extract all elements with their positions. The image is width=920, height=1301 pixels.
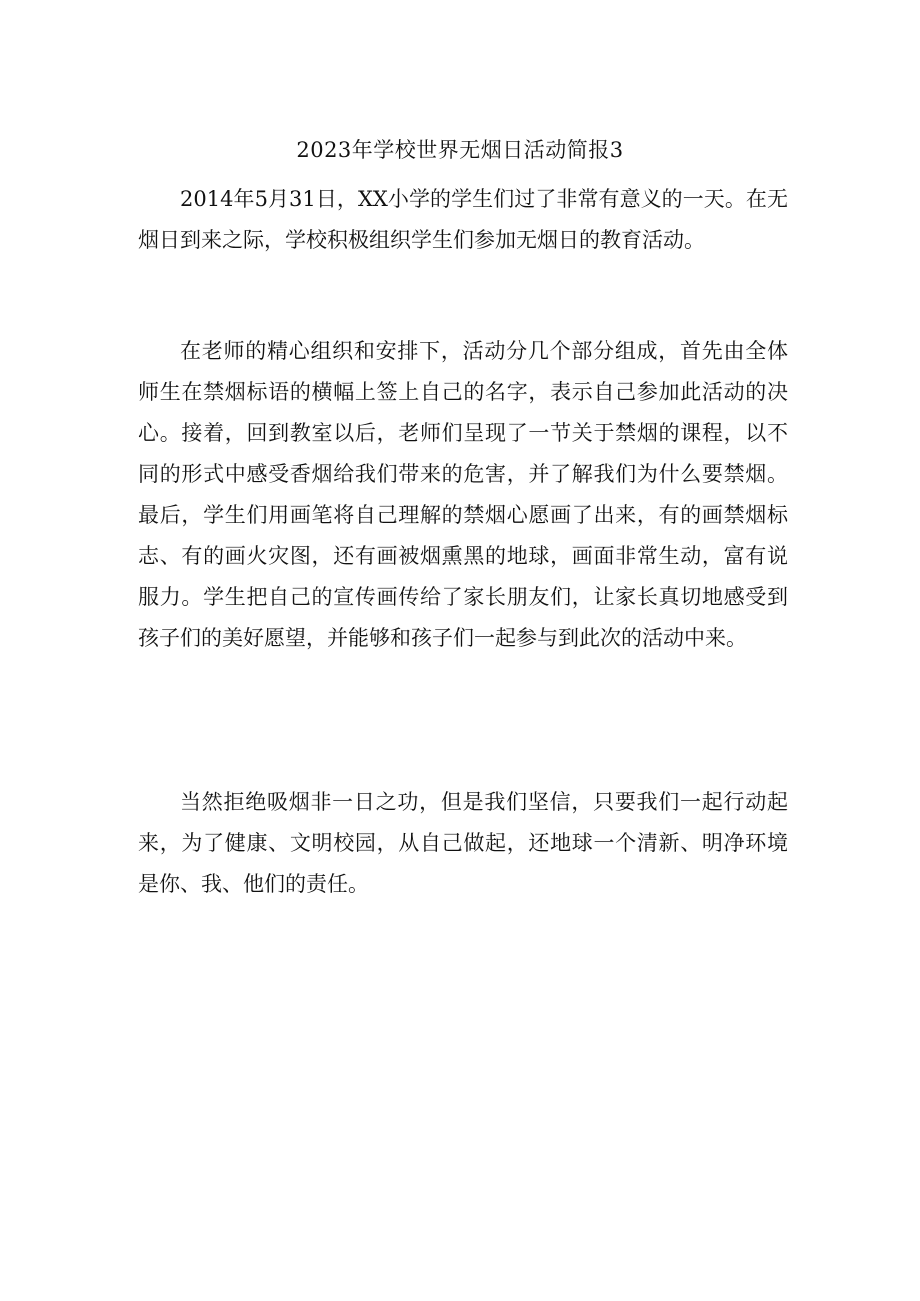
document-title: 2023年学校世界无烟日活动简报3 <box>296 138 624 162</box>
paragraph-1: 2014年5月31日，XX小学的学生们过了非常有意义的一天。在无烟日到来之际，学校积极组织学生们参加无烟日的教育活动。 <box>138 187 788 252</box>
paragraph-3: 当然拒绝吸烟非一日之功，但是我们坚信，只要我们一起行动起来，为了健康、文明校园，从自己做起，还地球一个清新、明净环境是你、我、他们的责任。 <box>138 790 788 896</box>
paragraph-2: 在老师的精心组织和安排下，活动分几个部分组成，首先由全体师生在禁烟标语的横幅上签上自己的名字，表示自己参加此活动的决心。接着，回到教室以后，老师们呈现了一节关于禁烟的课程，以不同的形式中感受香烟给我们带来的危害，并了解我们为什么要禁烟。最后，学生们用画笔将自己理解的禁烟心愿画了出来，有的画禁烟标志、有的画火灾图，还有画被烟熏黑的地球，画面非常生动，富有说服力。学生把自己的宣传画传给了家长朋友们，让家长真切地感受到孩子们的美好愿望，并能够和孩子们一起参与到此次的活动中来。 <box>138 339 788 650</box>
